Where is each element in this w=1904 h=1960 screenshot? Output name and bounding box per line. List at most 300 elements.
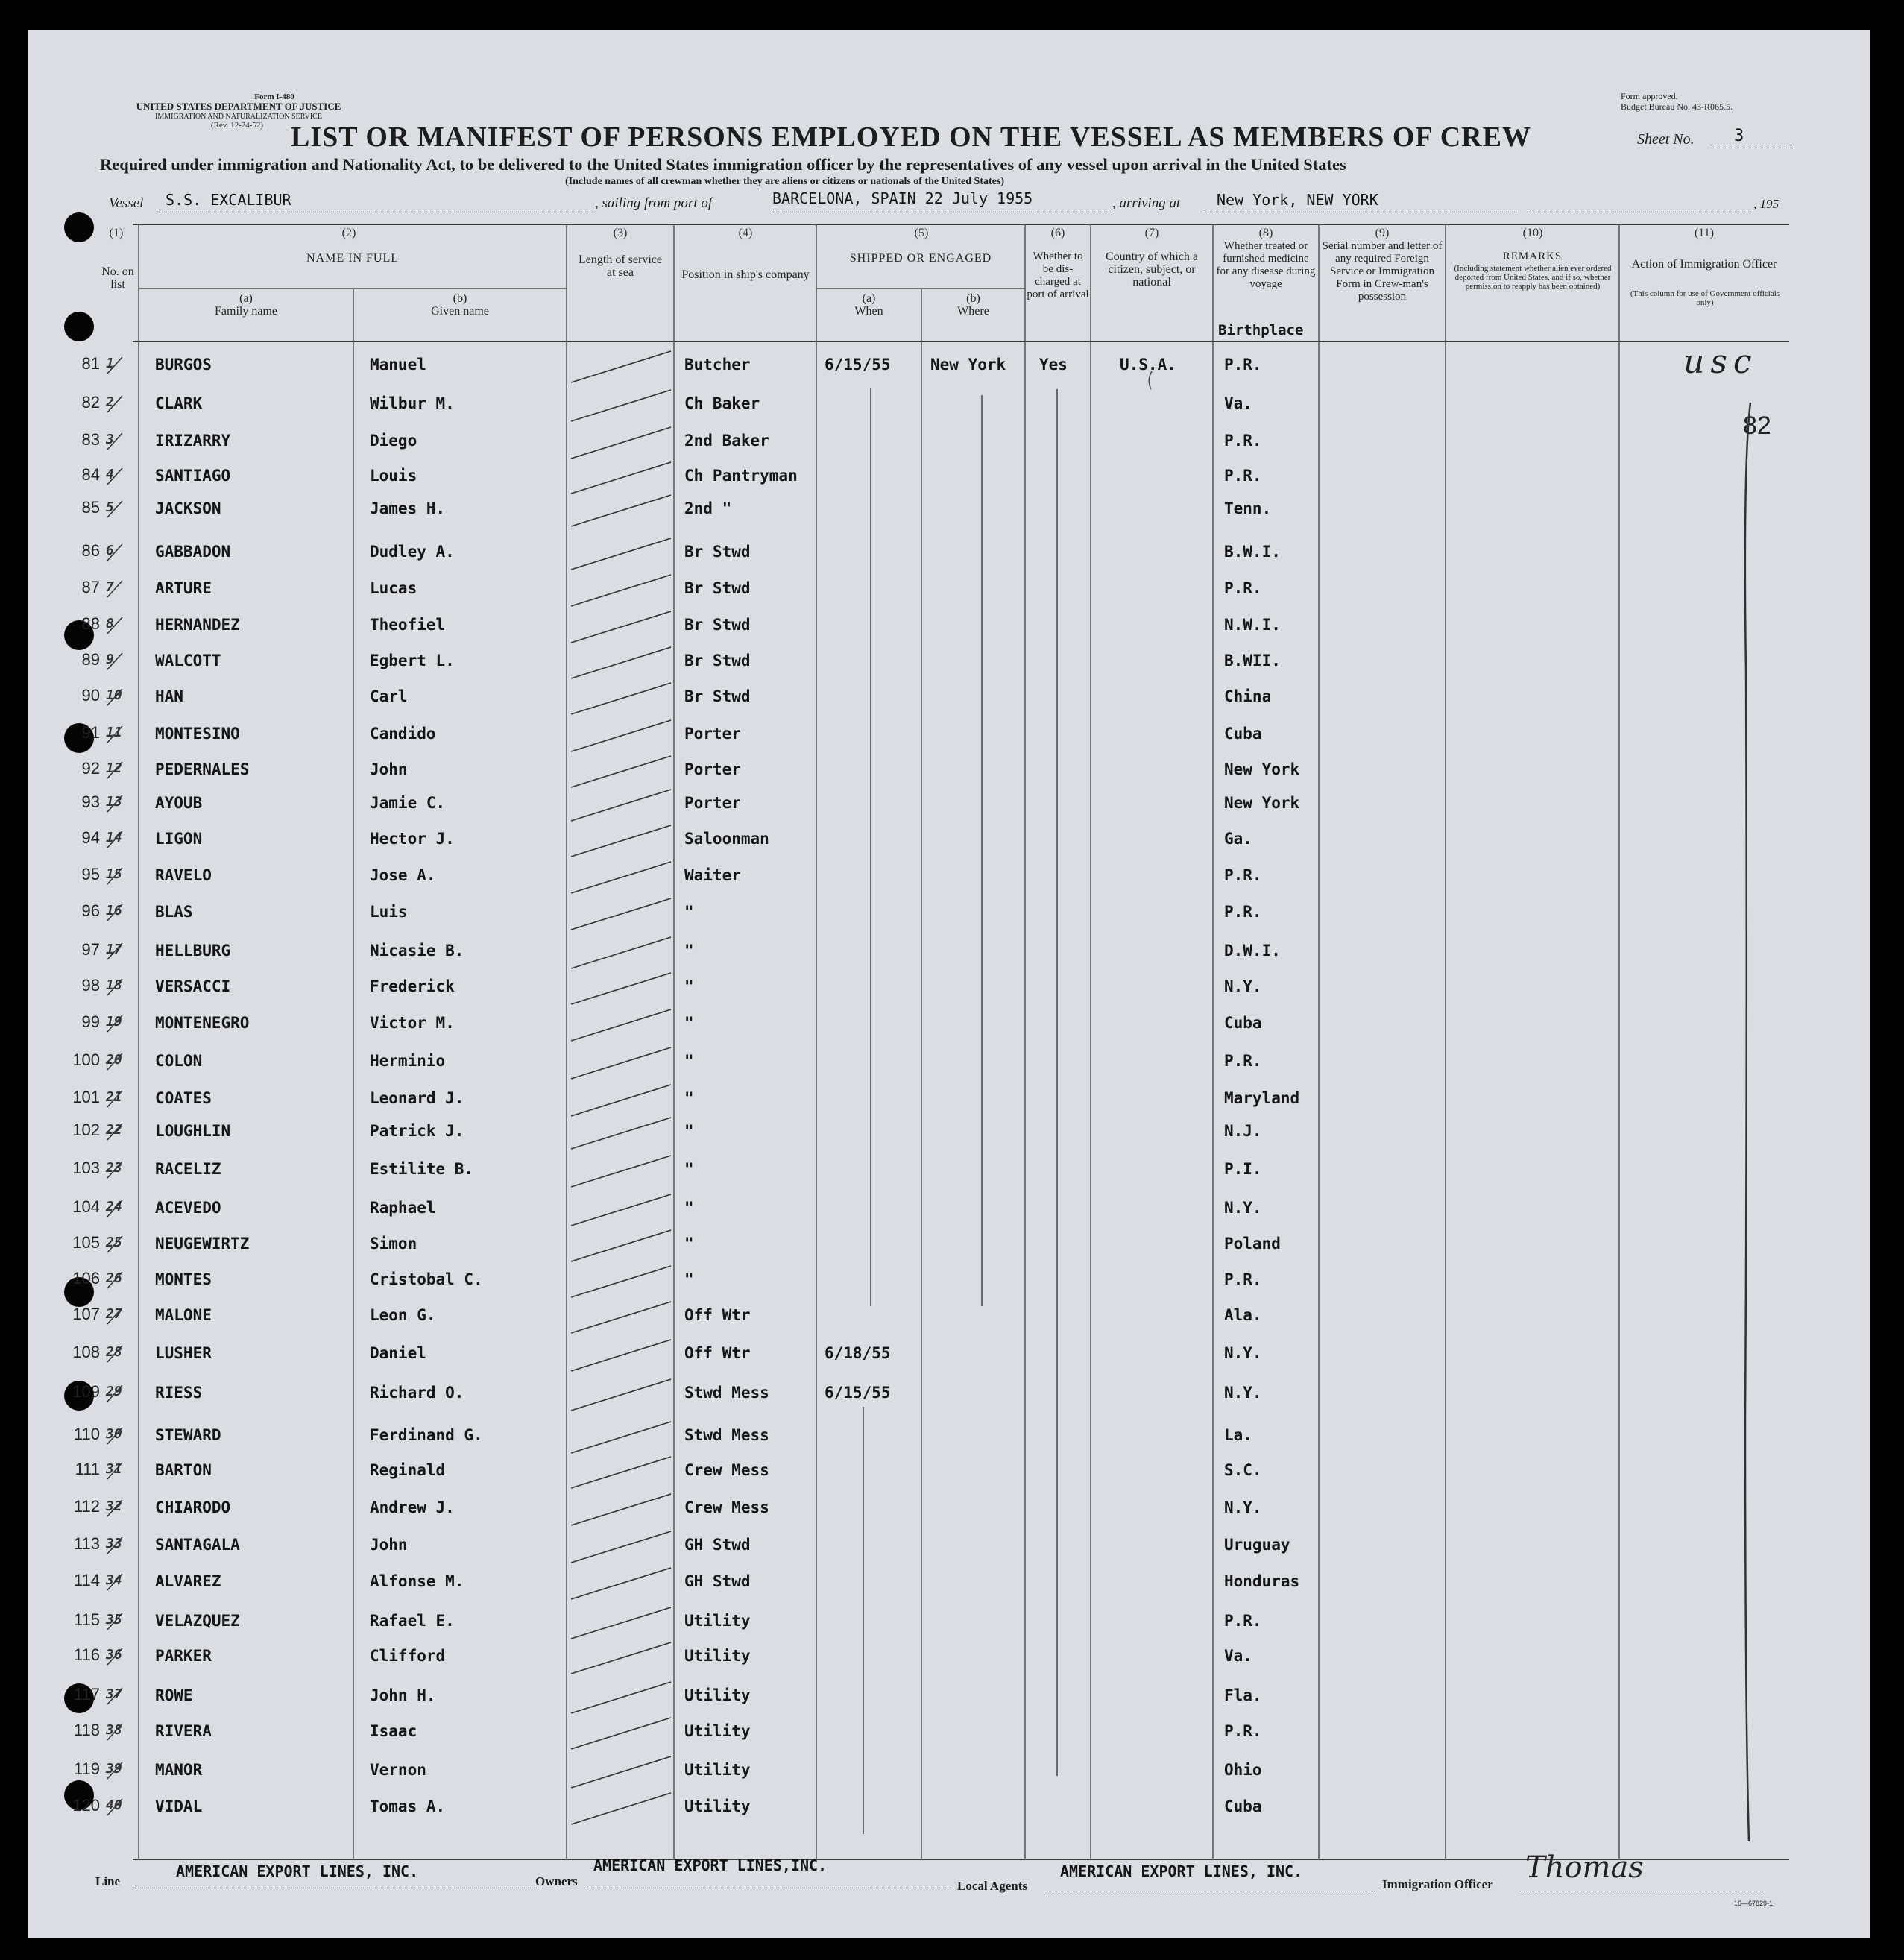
column-no-on-list: No. on list: [101, 265, 134, 291]
column-11-number: (11): [1694, 227, 1715, 239]
birthplace: B.WII.: [1224, 652, 1281, 669]
service-diagonal: [571, 790, 671, 821]
officer-initials: usc: [1683, 343, 1758, 381]
column-action-of-officer: Action of Immigration Officer: [1631, 258, 1777, 271]
service-diagonal: [571, 1568, 671, 1599]
footer-agents-label: Local Agents: [957, 1879, 1027, 1893]
row-number: 109: [72, 1382, 100, 1401]
row-number: 118: [73, 1721, 100, 1739]
position: Utility: [684, 1647, 751, 1665]
position: GH Stwd: [684, 1536, 751, 1554]
sheet-number-label: Sheet No.: [1637, 131, 1695, 148]
family-name: NEUGEWIRTZ: [155, 1235, 250, 1252]
position: ": [684, 1199, 694, 1217]
shipped-when: 6/15/55: [825, 1384, 891, 1402]
family-name: HERNANDEZ: [155, 616, 240, 634]
position: Porter: [684, 760, 741, 778]
column-given-name: (b) Given name: [431, 292, 489, 318]
given-name: Patrick J.: [370, 1122, 464, 1140]
birthplace: D.W.I.: [1224, 942, 1281, 959]
given-name: Jamie C.: [370, 794, 446, 812]
shipped-when: 6/18/55: [825, 1344, 891, 1362]
row-number: 82: [81, 393, 100, 412]
original-row-number-struck: 31: [106, 1461, 122, 1477]
birthplace: N.W.I.: [1224, 616, 1281, 634]
given-name: Rafael E.: [370, 1612, 455, 1630]
birthplace: N.Y.: [1224, 1199, 1262, 1217]
given-name: Lucas: [370, 579, 417, 597]
position: ": [684, 1235, 694, 1252]
family-name: MALONE: [155, 1306, 212, 1324]
position: Crew Mess: [684, 1461, 769, 1479]
form-number: Form I-480: [254, 92, 294, 101]
service-diagonal: [571, 575, 671, 606]
birthplace: P.R.: [1224, 356, 1262, 374]
family-name: ARTURE: [155, 579, 212, 597]
family-name: LOUGHLIN: [155, 1122, 231, 1140]
row-number: 85: [81, 498, 100, 517]
service-diagonal: [571, 1085, 671, 1116]
service-diagonal: [571, 1194, 671, 1226]
position: Utility: [684, 1612, 751, 1630]
row-number: 86: [81, 541, 100, 560]
position: ": [684, 903, 694, 921]
column-2-number: (2): [341, 227, 356, 239]
position: Ch Baker: [684, 394, 760, 412]
position: Utility: [684, 1686, 751, 1704]
birthplace: Ala.: [1224, 1306, 1262, 1324]
given-name: Louis: [370, 467, 417, 485]
column-where: (b) Where: [957, 292, 989, 318]
original-row-number-struck: 2: [106, 394, 114, 410]
family-name: BLAS: [155, 903, 193, 921]
position: Ch Pantryman: [684, 467, 798, 485]
revision: (Rev. 12-24-52): [210, 121, 264, 130]
column-remarks-note: (Including statement whether alien ever ordered deported from United States, and if so, whether permission to reapply has been obtained): [1454, 264, 1612, 291]
shipped-where: New York: [930, 356, 1006, 374]
family-name: MANOR: [155, 1761, 203, 1779]
column-country: Country of which a citizen, subject, or national: [1106, 250, 1198, 289]
row-number: 107: [72, 1305, 100, 1323]
position: Utility: [684, 1797, 751, 1815]
row-number: 117: [73, 1685, 100, 1704]
row-number: 96: [81, 901, 100, 920]
given-name: Andrew J.: [370, 1499, 455, 1516]
row-number: 103: [72, 1159, 100, 1177]
service-diagonal: [571, 1682, 671, 1713]
original-row-number-struck: 19: [106, 1014, 122, 1030]
birthplace: Cuba: [1224, 1797, 1262, 1815]
birthplace: P.R.: [1224, 467, 1262, 485]
original-row-number-struck: 38: [106, 1722, 122, 1738]
service-diagonal: [571, 1457, 671, 1488]
position: ": [684, 1122, 694, 1140]
discharged: Yes: [1039, 356, 1068, 374]
family-name: HAN: [155, 687, 183, 705]
position: Br Stwd: [684, 579, 751, 597]
row-number: 115: [73, 1610, 100, 1629]
service-diagonal: [571, 427, 671, 459]
original-row-number-struck: 17: [106, 942, 122, 957]
family-name: COLON: [155, 1052, 203, 1070]
column-when: (a) When: [854, 292, 883, 318]
position: Off Wtr: [684, 1344, 751, 1362]
birthplace: P.R.: [1224, 432, 1262, 450]
row-number: 93: [81, 792, 100, 811]
original-row-number-struck: 28: [106, 1344, 122, 1360]
print-code: 16—67829-1: [1734, 1900, 1774, 1907]
given-name: Leon G.: [370, 1306, 436, 1324]
position: Stwd Mess: [684, 1384, 769, 1402]
sheet-number-value: 3: [1734, 127, 1744, 145]
family-name: VELAZQUEZ: [155, 1612, 240, 1630]
given-name: Nicasie B.: [370, 942, 464, 959]
row-number: 105: [72, 1233, 100, 1252]
arriving-value: New York, NEW YORK: [1217, 191, 1378, 209]
column-6-number: (6): [1050, 227, 1065, 239]
service-diagonal: [571, 1266, 671, 1297]
birthplace: N.Y.: [1224, 1384, 1262, 1402]
original-row-number-struck: 5: [106, 500, 114, 515]
service-diagonal: [571, 973, 671, 1004]
column-birthplace-typed: Birthplace: [1218, 322, 1304, 338]
service-diagonal: [571, 351, 671, 382]
column-3-number: (3): [613, 227, 628, 239]
row-number: 104: [72, 1197, 100, 1216]
birthplace: New York: [1224, 760, 1300, 778]
service-diagonal: [571, 1156, 671, 1187]
service-diagonal: [571, 898, 671, 930]
row-number: 119: [73, 1759, 100, 1778]
birthplace: Uruguay: [1224, 1536, 1290, 1554]
family-name: ALVAREZ: [155, 1572, 221, 1590]
position: Br Stwd: [684, 616, 751, 634]
column-treated: Whether treated or furnished medicine for any disease during voyage: [1216, 240, 1316, 290]
service-diagonal: [571, 1379, 671, 1411]
position: ": [684, 1014, 694, 1032]
row-number: 113: [73, 1534, 100, 1553]
position: ": [684, 1089, 694, 1107]
service-diagonal: [571, 647, 671, 678]
service-diagonal: [571, 538, 671, 570]
row-number: 114: [73, 1571, 100, 1589]
position: ": [684, 977, 694, 995]
original-row-number-struck: 9: [106, 652, 114, 667]
given-name: Frederick: [370, 977, 455, 995]
row-number: 110: [73, 1425, 100, 1443]
birthplace: Poland: [1224, 1235, 1281, 1252]
original-row-number-struck: 29: [106, 1384, 122, 1399]
position: 2nd Baker: [684, 432, 769, 450]
given-name: Vernon: [370, 1761, 426, 1779]
original-row-number-struck: 37: [106, 1686, 122, 1702]
birthplace: Cuba: [1224, 725, 1262, 743]
footer-officer-label: Immigration Officer: [1382, 1877, 1493, 1891]
given-name: Reginald: [370, 1461, 446, 1479]
service-diagonal: [571, 1422, 671, 1453]
row-number: 90: [81, 686, 100, 705]
service-diagonal: [571, 1494, 671, 1525]
service-diagonal: [571, 1756, 671, 1788]
family-name: SANTAGALA: [155, 1536, 240, 1554]
family-name: STEWARD: [155, 1426, 221, 1444]
family-name: COATES: [155, 1089, 212, 1107]
row-number: 102: [72, 1121, 100, 1139]
position: ": [684, 1052, 694, 1070]
vessel-label: Vessel: [109, 195, 144, 211]
original-row-number-struck: 16: [106, 903, 122, 918]
family-name: MONTESINO: [155, 725, 240, 743]
family-name: RIESS: [155, 1384, 203, 1402]
row-number: 87: [81, 578, 100, 596]
service-diagonal: [571, 462, 671, 494]
budget-bureau: Budget Bureau No. 43-R065.5.: [1621, 101, 1733, 112]
column-position: Position in ship's company: [681, 268, 810, 281]
given-name: James H.: [370, 500, 446, 517]
service-diagonal: [571, 390, 671, 421]
birthplace: China: [1224, 687, 1272, 705]
birthplace: N.J.: [1224, 1122, 1262, 1140]
position: Porter: [684, 794, 741, 812]
row-number: 106: [72, 1269, 100, 1288]
service-diagonal: [571, 720, 671, 751]
position: ": [684, 942, 694, 959]
given-name: Victor M.: [370, 1014, 455, 1032]
given-name: Manuel: [370, 356, 426, 374]
service-diagonal: [571, 611, 671, 643]
given-name: Daniel: [370, 1344, 426, 1362]
footer-line-label: Line: [95, 1874, 121, 1888]
position: Saloonman: [684, 830, 769, 848]
original-row-number-struck: 14: [106, 830, 122, 845]
row-number: 97: [81, 940, 100, 959]
row-number: 111: [75, 1460, 100, 1478]
family-name: PEDERNALES: [155, 760, 250, 778]
row-number: 83: [81, 430, 100, 449]
family-name: SANTIAGO: [155, 467, 231, 485]
column-1-number: (1): [109, 227, 124, 239]
manifest-title: LIST OR MANIFEST OF PERSONS EMPLOYED ON THE VESSEL AS MEMBERS OF CREW: [291, 122, 1531, 153]
row-number: 81: [81, 354, 100, 373]
original-row-number-struck: 39: [106, 1761, 122, 1777]
service-diagonal: [571, 1230, 671, 1261]
given-name: Carl: [370, 687, 408, 705]
original-row-number-struck: 30: [106, 1426, 122, 1442]
birthplace: S.C.: [1224, 1461, 1262, 1479]
birthplace: N.Y.: [1224, 977, 1262, 995]
service-diagonal: [571, 495, 671, 526]
birthplace: Cuba: [1224, 1014, 1262, 1032]
column-action-note: (This column for use of Government officials only): [1630, 289, 1780, 307]
position: Br Stwd: [684, 543, 751, 561]
service-diagonal: [571, 1531, 671, 1563]
service-diagonal: [571, 1340, 671, 1371]
service: IMMIGRATION AND NATURALIZATION SERVICE: [155, 113, 322, 121]
birthplace: P.R.: [1224, 1722, 1262, 1740]
row-number: 120: [72, 1796, 100, 1815]
footer-owners-label: Owners: [535, 1874, 578, 1888]
family-name: VIDAL: [155, 1797, 203, 1815]
row-number: 99: [81, 1012, 100, 1031]
position: GH Stwd: [684, 1572, 751, 1590]
original-row-number-struck: 24: [106, 1199, 122, 1214]
position: Crew Mess: [684, 1499, 769, 1516]
given-name: Raphael: [370, 1199, 436, 1217]
service-diagonal: [571, 1718, 671, 1749]
position: Br Stwd: [684, 687, 751, 705]
service-diagonal: [571, 1118, 671, 1149]
service-diagonal: [571, 1793, 671, 1824]
birthplace: P.R.: [1224, 1270, 1262, 1288]
footer-line-value: AMERICAN EXPORT LINES, INC.: [176, 1862, 419, 1880]
row-number: 94: [81, 828, 100, 847]
family-name: AYOUB: [155, 794, 203, 812]
given-name: John: [370, 760, 408, 778]
column-remarks: REMARKS: [1502, 250, 1563, 262]
position: 2nd ": [684, 500, 732, 517]
column-10-number: (10): [1522, 227, 1543, 239]
given-name: Jose A.: [370, 866, 436, 884]
family-name: RAVELO: [155, 866, 212, 884]
service-diagonal: [571, 756, 671, 787]
service-diagonal: [571, 683, 671, 714]
position: Off Wtr: [684, 1306, 751, 1324]
original-row-number-struck: 33: [106, 1536, 122, 1551]
service-diagonal: [571, 825, 671, 857]
family-name: VERSACCI: [155, 977, 231, 995]
given-name: Hector J.: [370, 830, 455, 848]
form-approved: Form approved.: [1621, 91, 1678, 101]
original-row-number-struck: 22: [106, 1122, 122, 1138]
family-name: ACEVEDO: [155, 1199, 221, 1217]
birthplace: Maryland: [1224, 1089, 1300, 1107]
column-name-in-full: NAME IN FULL: [306, 252, 399, 265]
original-row-number-struck: 3: [106, 432, 114, 447]
footer-agents-value: AMERICAN EXPORT LINES, INC.: [1060, 1862, 1303, 1880]
given-name: Isaac: [370, 1722, 417, 1740]
sailing-value: BARCELONA, SPAIN 22 July 1955: [772, 189, 1033, 207]
original-row-number-struck: 34: [106, 1572, 122, 1588]
family-name: CLARK: [155, 394, 203, 412]
family-name: PARKER: [155, 1647, 212, 1665]
birthplace: Fla.: [1224, 1686, 1262, 1704]
birthplace: Va.: [1224, 394, 1252, 412]
birthplace: La.: [1224, 1426, 1252, 1444]
crew-count: 82: [1743, 412, 1771, 440]
given-name: Dudley A.: [370, 543, 455, 561]
vessel-value: S.S. EXCALIBUR: [166, 191, 291, 209]
family-name: MONTES: [155, 1270, 212, 1288]
family-name: MONTENEGRO: [155, 1014, 250, 1032]
given-name: Tomas A.: [370, 1797, 446, 1815]
family-name: RIVERA: [155, 1722, 212, 1740]
given-name: Candido: [370, 725, 436, 743]
family-name: BARTON: [155, 1461, 212, 1479]
birthplace: N.Y.: [1224, 1499, 1262, 1516]
year-label: , 195: [1753, 197, 1779, 211]
family-name: BURGOS: [155, 356, 212, 374]
original-row-number-struck: 40: [106, 1797, 122, 1813]
given-name: Luis: [370, 903, 408, 921]
given-name: Leonard J.: [370, 1089, 464, 1107]
row-number: 98: [81, 976, 100, 995]
birthplace: Va.: [1224, 1647, 1252, 1665]
birthplace: B.W.I.: [1224, 543, 1281, 561]
column-9-number: (9): [1375, 227, 1390, 239]
arriving-label: , arriving at: [1112, 195, 1181, 211]
given-name: Estilite B.: [370, 1160, 474, 1178]
original-row-number-struck: 32: [106, 1499, 122, 1514]
service-diagonal: [571, 862, 671, 893]
manifest-sheet: [28, 30, 1870, 1938]
row-number: 108: [72, 1343, 100, 1361]
given-name: Wilbur M.: [370, 394, 455, 412]
original-row-number-struck: 21: [106, 1089, 122, 1105]
column-discharged: Whether to be dis-charged at port of arrival: [1027, 250, 1089, 300]
row-number: 95: [81, 865, 100, 883]
original-row-number-struck: 27: [106, 1306, 122, 1322]
original-row-number-struck: 1: [106, 356, 114, 371]
service-diagonal: [571, 1047, 671, 1079]
original-row-number-struck: 11: [106, 725, 122, 740]
position: Porter: [684, 725, 741, 743]
service-diagonal: [571, 1302, 671, 1333]
row-number: 89: [81, 650, 100, 669]
column-4-number: (4): [738, 227, 753, 239]
given-name: Richard O.: [370, 1384, 464, 1402]
column-length-of-service: Length of service at sea: [579, 253, 662, 279]
service-diagonal: [571, 1642, 671, 1674]
original-row-number-struck: 15: [106, 866, 122, 882]
column-shipped-or-engaged: SHIPPED OR ENGAGED: [849, 252, 992, 265]
birthplace: P.R.: [1224, 1612, 1262, 1630]
birthplace: N.Y.: [1224, 1344, 1262, 1362]
original-row-number-struck: 26: [106, 1270, 122, 1286]
original-row-number-struck: 7: [106, 579, 114, 595]
given-name: Theofiel: [370, 616, 446, 634]
original-row-number-struck: 6: [106, 543, 114, 558]
family-name: CHIARODO: [155, 1499, 231, 1516]
service-diagonal: [571, 937, 671, 968]
birthplace: P.R.: [1224, 866, 1262, 884]
family-name: IRIZARRY: [155, 432, 231, 450]
position: Stwd Mess: [684, 1426, 769, 1444]
sailing-label: , sailing from port of: [595, 195, 713, 211]
family-name: RACELIZ: [155, 1160, 221, 1178]
column-serial-number: Serial number and letter of any required Foreign Service or Immigration Form in Crew-man's possession: [1322, 240, 1443, 303]
bracket-line: [1721, 373, 1765, 1864]
given-name: Clifford: [370, 1647, 446, 1665]
birthplace: Ohio: [1224, 1761, 1262, 1779]
family-name: LUSHER: [155, 1344, 212, 1362]
original-row-number-struck: 20: [106, 1052, 122, 1068]
original-row-number-struck: 10: [106, 687, 122, 703]
column-family-name: (a) Family name: [215, 292, 277, 318]
original-row-number-struck: 25: [106, 1235, 122, 1250]
row-number: 91: [81, 723, 100, 742]
birthplace: New York: [1224, 794, 1300, 812]
row-number: 101: [72, 1088, 100, 1106]
birthplace: Honduras: [1224, 1572, 1300, 1590]
given-name: Herminio: [370, 1052, 446, 1070]
row-number: 92: [81, 759, 100, 778]
position: ": [684, 1270, 694, 1288]
family-name: HELLBURG: [155, 942, 231, 959]
row-number: 88: [81, 614, 100, 633]
original-row-number-struck: 13: [106, 794, 122, 810]
birthplace: P.I.: [1224, 1160, 1262, 1178]
birthplace: Ga.: [1224, 830, 1252, 848]
